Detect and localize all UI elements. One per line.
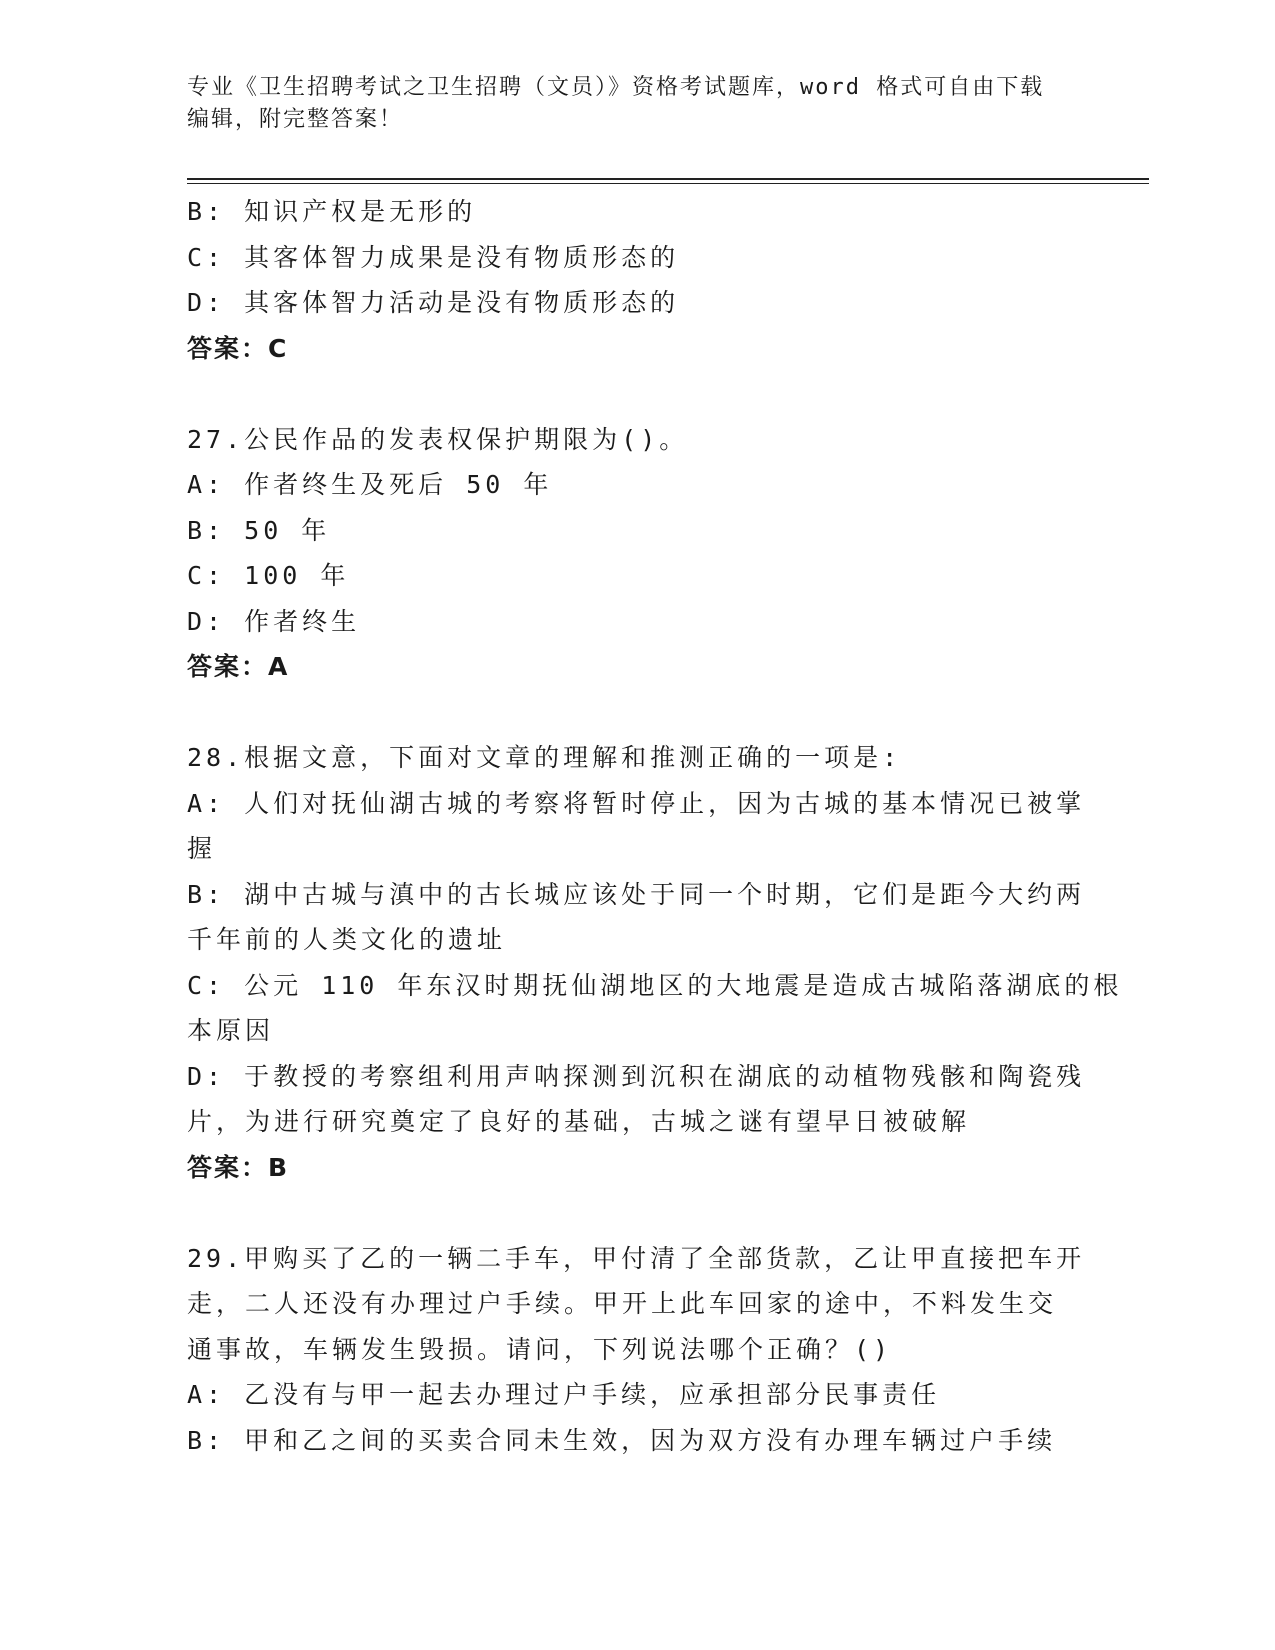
option-d-line-2: 片，为进行研究奠定了良好的基础，古城之谜有望早日被破解	[187, 1107, 971, 1136]
question-text-line-3: 通事故，车辆发生毁损。请问，下列说法哪个正确？()	[187, 1334, 893, 1364]
question-text: 27.公民作品的发表权保护期限为()。	[187, 424, 689, 454]
header-divider-thin	[187, 183, 1149, 184]
option-b: B: 知识产权是无形的	[187, 197, 477, 226]
answer-label: 答案：C	[187, 333, 289, 363]
option-c-line-1: C: 公元 110 年东汉时期抚仙湖地区的大地震是造成古城陷落湖底的根	[187, 970, 1123, 1000]
option-b-line-1: B: 湖中古城与滇中的古长城应该处于同一个时期，它们是距今大约两	[187, 879, 1086, 909]
option-c: C: 100 年	[187, 561, 350, 590]
option-b: B: 50 年	[187, 515, 331, 545]
option-d: D: 其客体智力活动是没有物质形态的	[187, 288, 680, 317]
header-divider-thick	[187, 178, 1149, 180]
answer-label: 答案：B	[187, 1152, 290, 1182]
question-text: 28.根据文意，下面对文章的理解和推测正确的一项是:	[187, 743, 902, 772]
question-list	[187, 189, 1123, 1463]
option-b: B: 甲和乙之间的买卖合同未生效，因为双方没有办理车辆过户手续	[187, 1425, 1057, 1455]
document-header	[187, 72, 1087, 136]
answer-label: 答案：A	[187, 652, 290, 681]
spacer	[187, 1190, 1087, 1236]
header-line-2: 编辑，附完整答案！	[187, 107, 404, 132]
header-line-1: 专业《卫生招聘考试之卫生招聘（文员）》资格考试题库，word 格式可自由下载	[187, 75, 1045, 100]
option-a: A: 乙没有与甲一起去办理过户手续，应承担部分民事责任	[187, 1380, 941, 1409]
question-26	[187, 189, 1087, 371]
option-a-line-1: A: 人们对抚仙湖古城的考察将暂时停止，因为古城的基本情况已被掌	[187, 788, 1086, 818]
question-text-line-1: 29.甲购买了乙的一辆二手车，甲付清了全部货款，乙让甲直接把车开	[187, 1243, 1086, 1273]
option-c-line-2: 本原因	[187, 1016, 275, 1045]
question-29	[187, 1236, 1087, 1464]
option-c: C: 其客体智力成果是没有物质形态的	[187, 242, 680, 272]
spacer	[187, 371, 1087, 417]
option-a-line-2: 握	[187, 834, 217, 863]
option-a: A: 作者终生及死后 50 年	[187, 470, 553, 499]
question-text-line-2: 走，二人还没有办理过户手续。甲开上此车回家的途中，不料发生交	[187, 1289, 1058, 1318]
option-d: D: 作者终生	[187, 606, 361, 636]
question-27	[187, 417, 1087, 690]
spacer	[187, 690, 1087, 736]
option-b-line-2: 千年前的人类文化的遗址	[187, 925, 507, 954]
option-d-line-1: D: 于教授的考察组利用声呐探测到沉积在湖底的动植物残骸和陶瓷残	[187, 1061, 1086, 1091]
question-28	[187, 735, 1123, 1190]
